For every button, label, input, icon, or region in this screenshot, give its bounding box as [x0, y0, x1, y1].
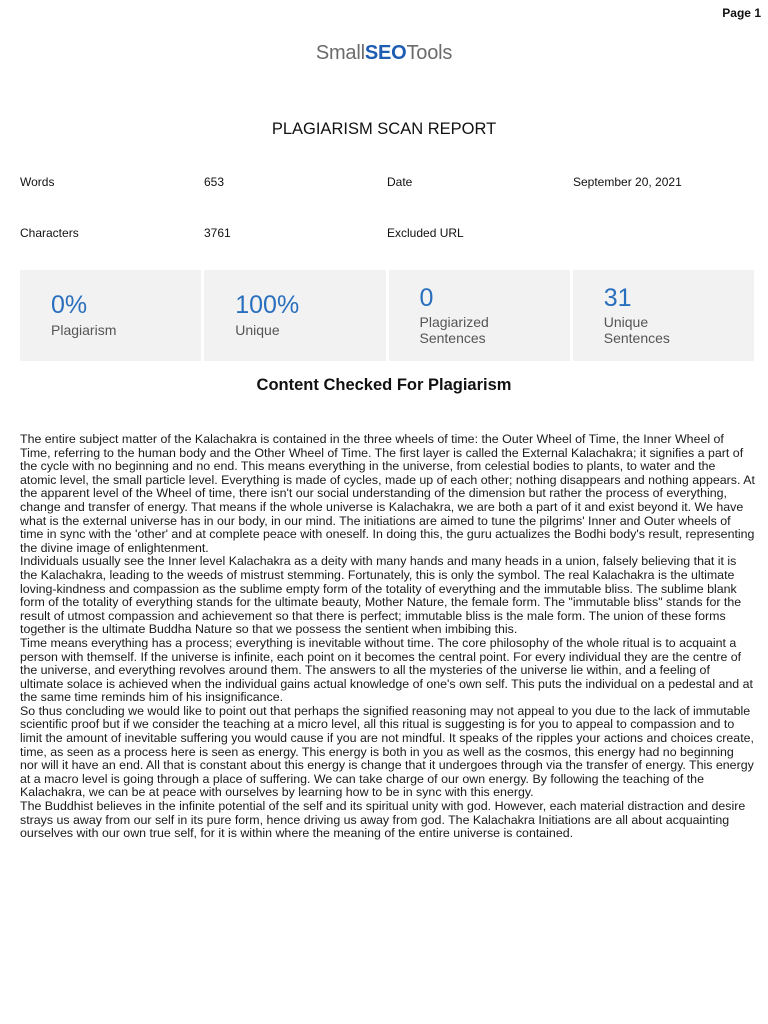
characters-value: 3761	[204, 226, 231, 240]
content-paragraph: So thus concluding we would like to point out that perhaps the signified reasoning may not appeal to you due to the lack of immutable scientific proof but if we consider the teaching at a micro level, all this ritual is suggesting is for you to appeal to compassion and to limit the amount of inevitable suffering you would cause if you are not mindful. It speaks of the ripples your actions and choices create, time, as seen as a process here is seen as energy. This energy is both in you as well as the cosmos, this energy had no beginning nor will it have an end. All that is constant about this energy is change that it undergoes through via the transfer of energy. This energy at a macro level is going through a place of suffering. We can take charge of our own energy. By following the teaching of the Kalachakra, we can be at peace with ourselves by learning how to be in sync with this energy.	[20, 703, 754, 800]
stats-panel	[20, 270, 754, 361]
characters-label: Characters	[20, 226, 79, 240]
checked-content	[20, 433, 755, 841]
stat-unique-value: 100%	[235, 291, 300, 319]
content-paragraph: Time means everything has a process; everything is inevitable without time. The core philosophy of the whole ritual is to acquaint a person with themself. If the universe is infinite, each point on it becomes the central point. For every individual they are the centre of the universe, and everything revolves around them. The answers to all the mysteries of the universe lie within, and a feeling of ultimate solace is achieved when the individual gains actual knowledge of one's own self. This puts the individual on a pedestal and at the same time reminds him of his insignificance.	[20, 635, 753, 705]
content-paragraph: Individuals usually see the Inner level Kalachakra as a deity with many hands and many heads in a union, falsely believing that it is the Kalachakra, leading to the weeds of mistrust stemming. Fortunately, this is only the symbol. The real Kalachakra is the ultimate loving-kindness and compassion as the sublime empty form of the totality of everything and the immutable bliss. The sublime blank form of the totality of everything stands for the ultimate beauty, Mother Nature, the female form. The "immutable bliss" stands for the result of utmost compassion and achievement so that there is perfect; immutable bliss is the male form. The union of these forms together is the ultimate Buddha Nature so that we possess the sentient when imbibing this.	[20, 554, 742, 637]
stat-plagiarism-label: Plagiarism	[51, 322, 117, 338]
stat-unique-sentences	[573, 270, 754, 361]
stat-plagiarism-value: 0%	[51, 291, 88, 319]
stat-unique-sentences-value: 31	[603, 284, 632, 312]
date-value: September 20, 2021	[573, 175, 682, 189]
stat-plagiarism	[20, 270, 201, 361]
logo-text-small: Small	[315, 42, 365, 64]
content-title: Content Checked For Plagiarism	[256, 376, 512, 394]
words-value: 653	[204, 175, 225, 189]
page-number: Page 1	[722, 6, 761, 20]
stat-plagiarized-sentences	[389, 270, 570, 361]
content-paragraph: The entire subject matter of the Kalachakra is contained in the three wheels of time: the Outer Wheel of Time, the Inner Wheel of Time, referring to the human body and the Other Wheel of Time. The first layer is called the External Kalachakra; it signifies a part of the cycle with no beginning and no end. This means everything in the universe, from celestial bodies to plants, to water and the atomic level, the small particle level. Everything is made of cycles, made up of each other; nothing disappears and nothing appears. At the apparent level of the Wheel of time, there isn't our social understanding of the dimension but rather the process of everything, change and transfer of energy. That means if the whole universe is Kalachakra, we are both a part of it and exist beyond it. We have what is the external universe has in our body, in our mind. The initiations are aimed to tune the pilgrims' Inner and Outer wheels of time in sync with the 'other' and at complete peace with oneself. In doing this, the guru actualizes the Bodhi body's result, representing the divine image of enlightenment.	[20, 432, 755, 555]
stat-unique-sentences-label: Unique Sentences	[603, 314, 670, 346]
stat-plagiarized-sentences-value: 0	[419, 284, 434, 312]
stat-plagiarized-sentences-label: Plagiarized Sentences	[419, 314, 489, 346]
logo-text-tools: Tools	[406, 42, 453, 64]
stat-unique	[204, 270, 385, 361]
smallseotools-logo	[0, 42, 768, 65]
stat-unique-label: Unique	[235, 322, 280, 338]
content-paragraph: The Buddhist believes in the infinite potential of the self and its spiritual unity with god. However, each material distraction and desire strays us away from our self in its pure form, hence driving us away from god. The Kalachakra Initiations are all about acquainting ourselves with our own true self, for it is within where the meaning of the entire universe is contained.	[20, 799, 746, 841]
excluded-url-label: Excluded URL	[387, 226, 464, 240]
logo-text-seo: SEO	[364, 42, 407, 64]
date-label: Date	[387, 175, 413, 189]
words-label: Words	[20, 175, 55, 189]
report-title: PLAGIARISM SCAN REPORT	[271, 120, 497, 138]
